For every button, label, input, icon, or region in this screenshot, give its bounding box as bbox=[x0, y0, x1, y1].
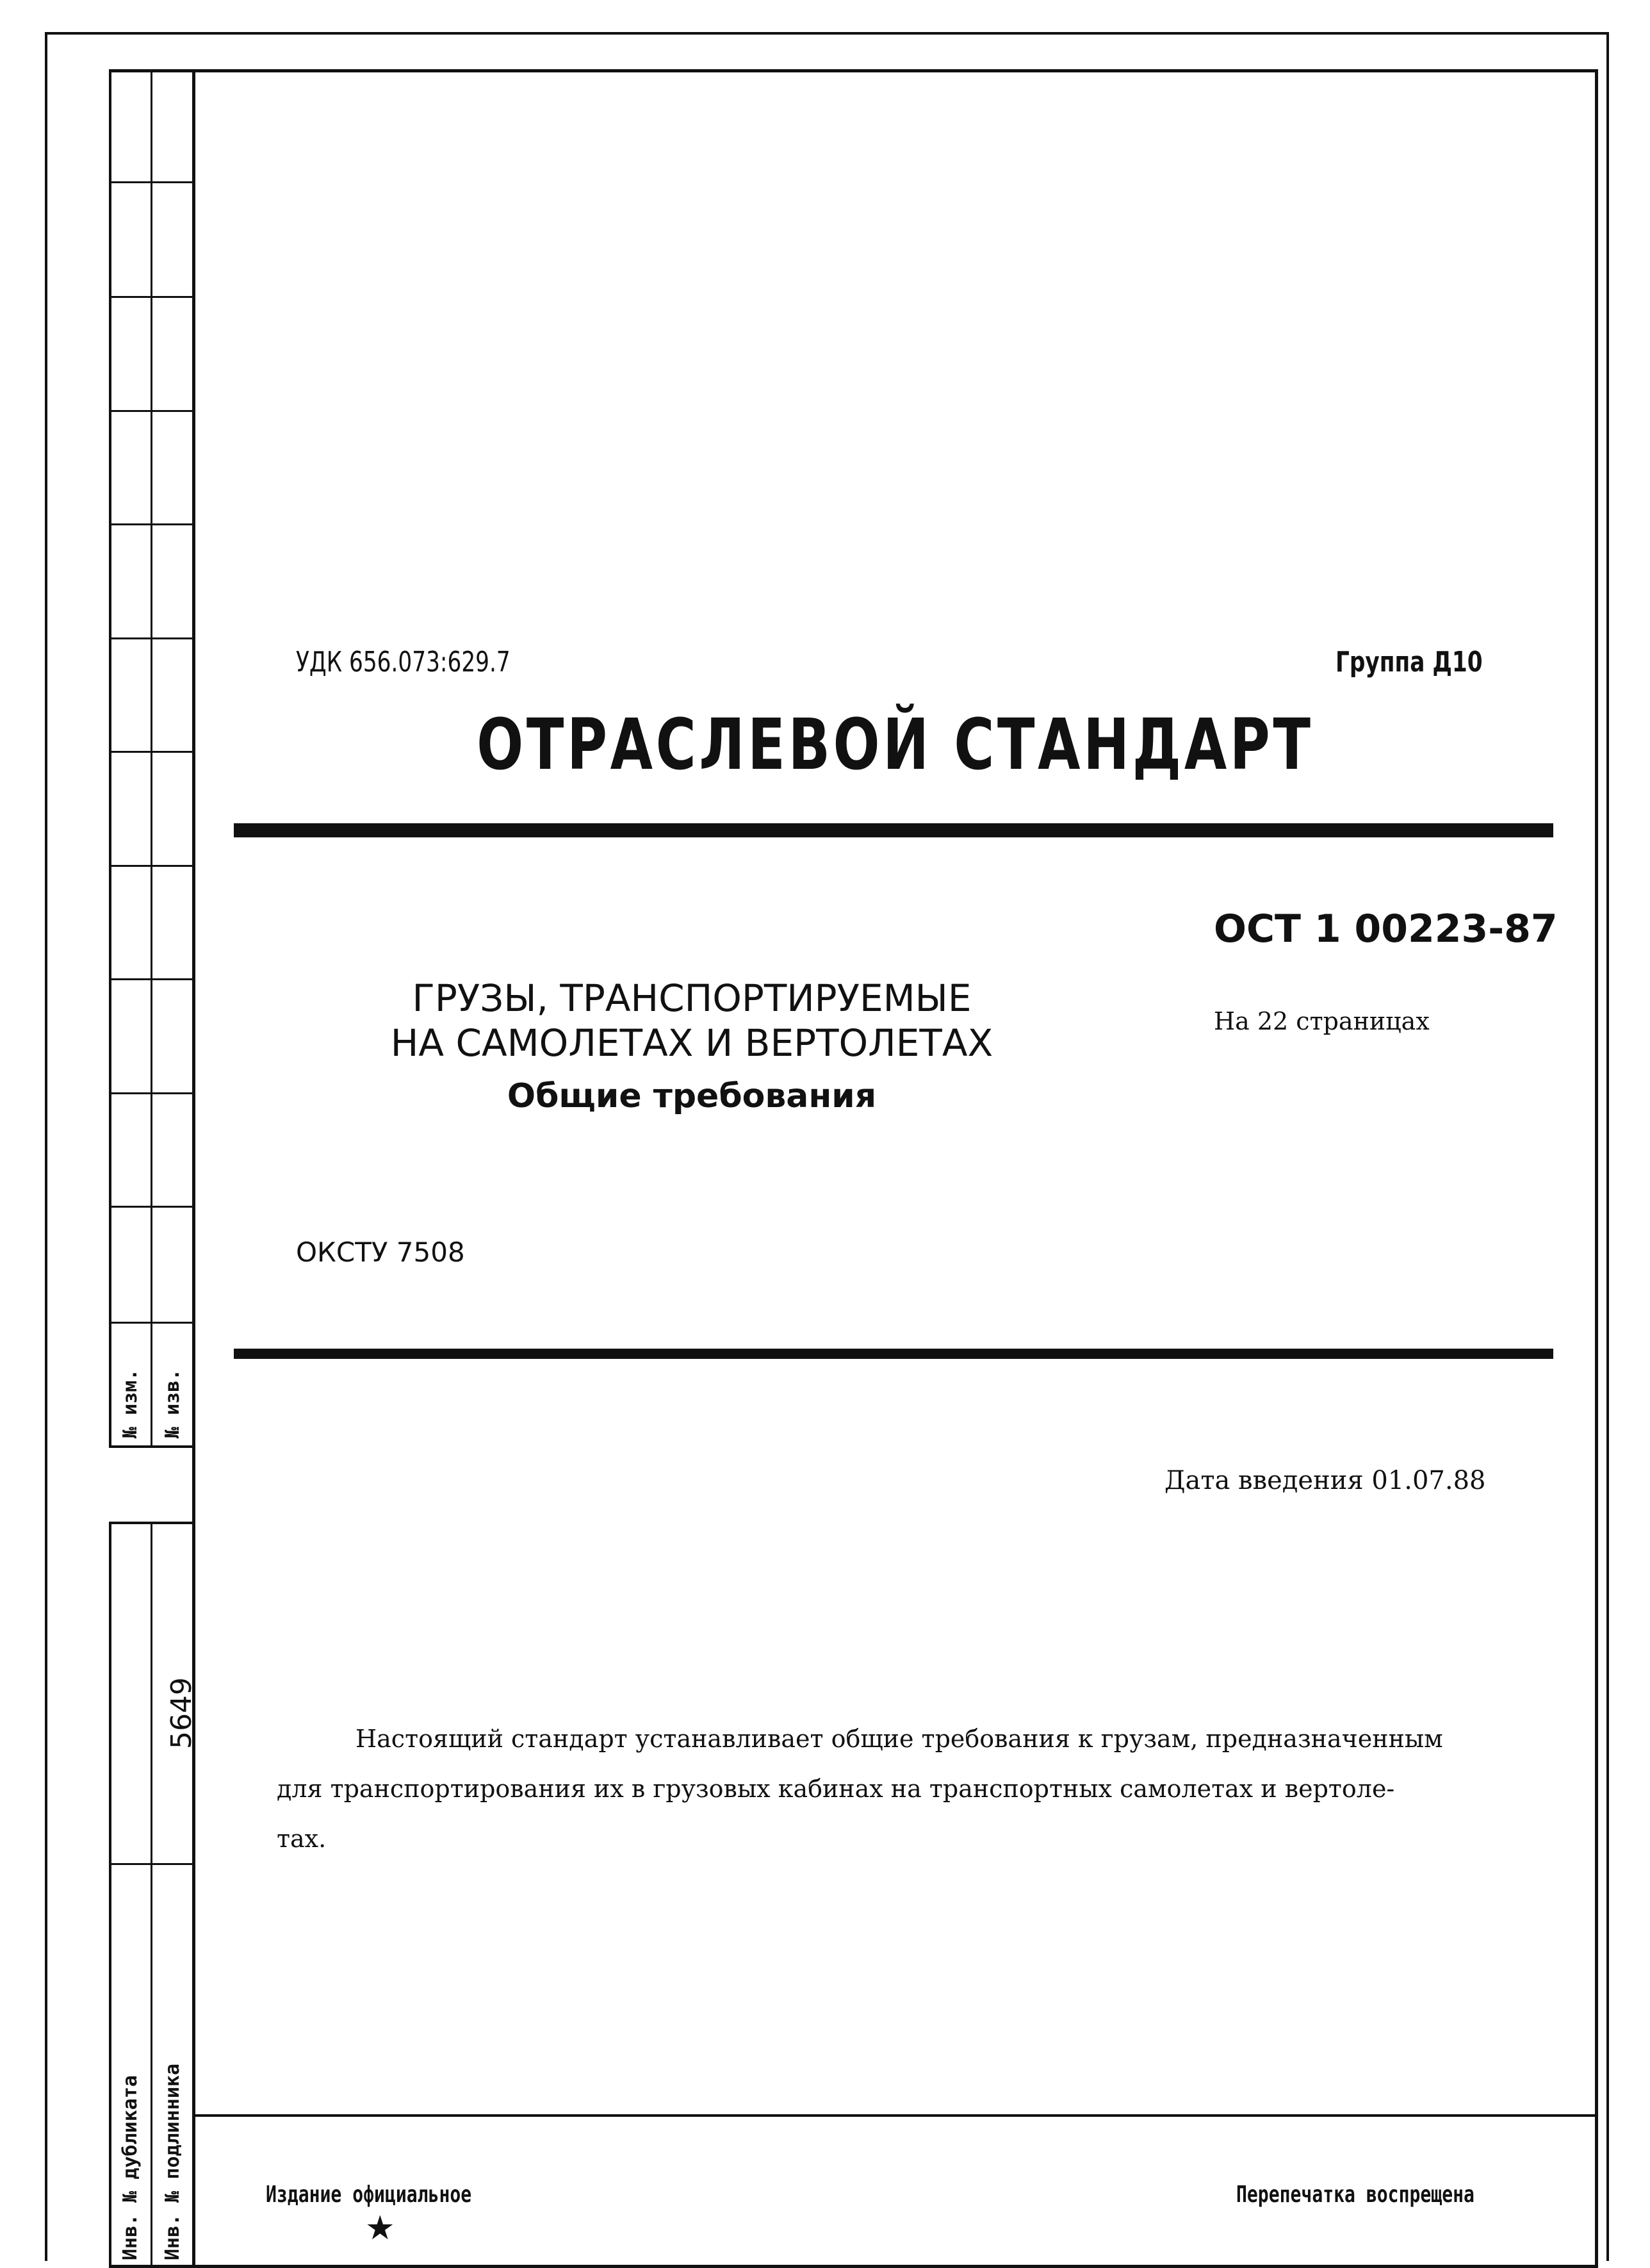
okstu-code: ОКСТУ 7508 bbox=[296, 1237, 465, 1268]
stamp-col-left bbox=[109, 69, 111, 1447]
stamp-lower-col-left bbox=[109, 1522, 111, 2268]
stamp-row-6 bbox=[109, 751, 195, 753]
title-line-1: ГРУЗЫ, ТРАНСПОРТИРУЕМЫЕ bbox=[412, 976, 972, 1020]
introduction-date: Дата введения 01.07.88 bbox=[1164, 1466, 1486, 1495]
frame-left-edge bbox=[45, 32, 47, 2261]
stamp-row-1 bbox=[109, 181, 195, 183]
star-icon: ★ bbox=[365, 2209, 395, 2247]
stamp-duplicate-inv-label: Инв. № дубликата bbox=[119, 2075, 142, 2260]
inner-frame-left bbox=[192, 69, 195, 2267]
body-line-1: Настоящий стандарт устанавливает общие требования к грузам, предназначенным bbox=[355, 1725, 1443, 1753]
stamp-row-5 bbox=[109, 637, 195, 639]
stamp-row-3 bbox=[109, 410, 195, 412]
page-count: На 22 страницах bbox=[1214, 1007, 1430, 1035]
udk-code: УДК 656.073:629.7 bbox=[296, 646, 511, 678]
stamp-notice-no-label: № изв. bbox=[161, 1368, 184, 1438]
okstu-thick-rule bbox=[234, 1349, 1553, 1359]
body-line-2: для транспортирования их в грузовых кабинах на транспортных самолетах и вертоле- bbox=[277, 1775, 1395, 1803]
body-line-3: тах. bbox=[277, 1825, 327, 1853]
stamp-row-8 bbox=[109, 978, 195, 980]
title-subtitle: Общие требования bbox=[507, 1077, 877, 1115]
stamp-col-mid bbox=[151, 69, 152, 1447]
title-line-2: НА САМОЛЕТАХ И ВЕРТОЛЕТАХ bbox=[390, 1021, 993, 1065]
stamp-change-no-label: № изм. bbox=[119, 1368, 142, 1438]
stamp-row-9 bbox=[109, 1092, 195, 1094]
stamp-lower-col-mid bbox=[151, 1522, 152, 2268]
group-code: Группа Д10 bbox=[1336, 646, 1483, 678]
stamp-row-2 bbox=[109, 296, 195, 298]
standard-code: ОСТ 1 00223-87 bbox=[1214, 907, 1558, 951]
standard-banner: ОТРАСЛЕВОЙ СТАНДАРТ bbox=[477, 703, 1314, 785]
inner-frame-top bbox=[109, 69, 1598, 72]
frame-right-edge bbox=[1606, 32, 1609, 2261]
stamp-original-inv-label: Инв. № подлинника bbox=[161, 2063, 184, 2260]
banner-thick-rule bbox=[234, 823, 1553, 837]
stamp-row-4 bbox=[109, 523, 195, 525]
frame-top-edge bbox=[45, 32, 1608, 35]
stamp-row-11 bbox=[109, 1322, 195, 1324]
stamp-block-bottom bbox=[109, 1445, 195, 1448]
stamp-row-10 bbox=[109, 1206, 195, 1208]
reprint-prohibited: Перепечатка воспрещена bbox=[1236, 2182, 1474, 2208]
inner-frame-bottom bbox=[109, 2265, 1598, 2268]
official-edition: Издание официальное bbox=[266, 2182, 472, 2208]
stamp-lower-row bbox=[109, 1863, 195, 1865]
inner-frame-right bbox=[1595, 69, 1598, 2267]
footer-divider bbox=[192, 2114, 1598, 2117]
stamp-original-inv-value: 5649 bbox=[165, 1677, 198, 1749]
stamp-row-7 bbox=[109, 865, 195, 867]
